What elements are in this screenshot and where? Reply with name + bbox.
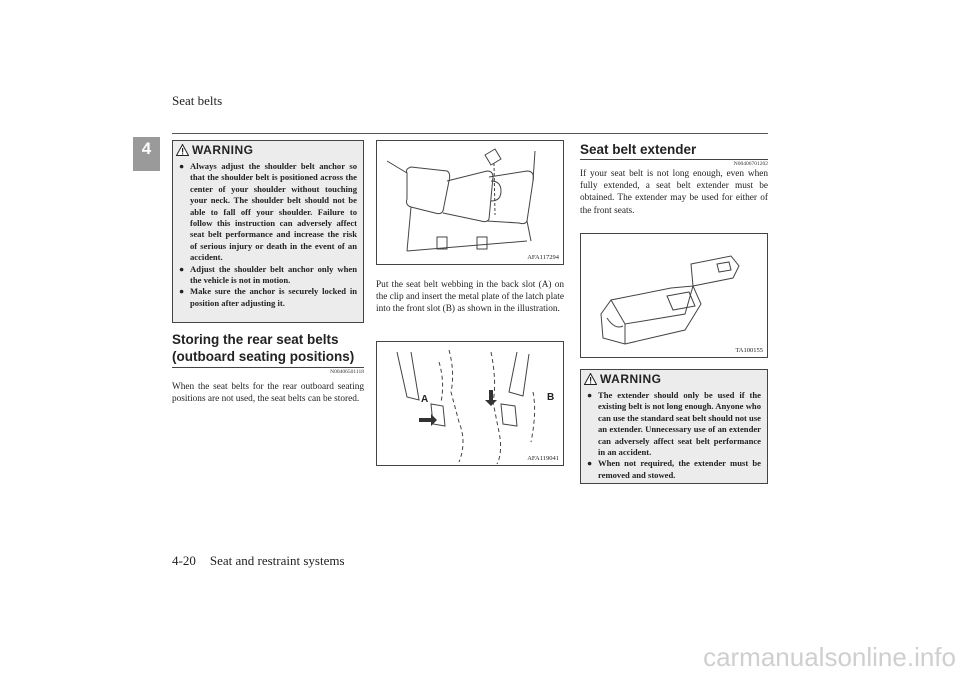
section-code: N00406701202 bbox=[733, 161, 768, 167]
watermark: carmanualsonline.info bbox=[703, 642, 956, 672]
latch-plate-illustration bbox=[377, 342, 563, 465]
bullet-icon: ● bbox=[587, 390, 593, 400]
section-rule bbox=[580, 159, 768, 160]
section-body-extender: If your seat belt is not long enough, even when fully extended, a seat belt extender must be obtained. The extender may be used for either of the front seats. bbox=[580, 169, 768, 216]
label-b: B bbox=[547, 392, 555, 403]
section-body-storing: When the seat belts for the rear outboard seating positions are not used, the seat belts can be stored. bbox=[172, 382, 364, 405]
section-rule bbox=[172, 367, 364, 368]
warning-triangle-icon bbox=[584, 373, 597, 385]
bullet-icon: ● bbox=[179, 286, 185, 297]
warning-item: ● When not required, the extender must be removed and stowed. bbox=[587, 458, 761, 480]
page-header-title: Seat belts bbox=[172, 93, 223, 108]
bullet-icon: ● bbox=[179, 263, 185, 274]
warning-label: WARNING bbox=[584, 372, 767, 386]
page-footer bbox=[172, 553, 345, 569]
warning-item: ● Always adjust the shoulder belt anchor so that the shoulder belt is positioned across the center of your shoulder without touching your neck. The shoulder belt should not be able to fall off your shoulder. Failure to follow this instruction can adversely affect seat belt performance and increase the risk of serious injury or death in the event of an accident. bbox=[179, 161, 357, 263]
footer-section: Seat and restraint systems bbox=[209, 553, 345, 568]
figure-code: TA100155 bbox=[735, 347, 763, 354]
header-rule bbox=[172, 133, 768, 134]
figure-code: AFA117294 bbox=[527, 254, 559, 261]
warning-box-extender bbox=[580, 369, 768, 484]
bullet-icon: ● bbox=[587, 458, 593, 469]
warning-item: ● The extender should only be used if the existing belt is not long enough. Anyone who can use the standard seat belt should not use an extender. Unnecessary use of an extender can adversely affect seat belt performance in an accident. bbox=[587, 390, 761, 458]
label-a: A bbox=[421, 394, 429, 405]
rear-seat-illustration bbox=[377, 141, 563, 264]
warning-triangle-icon bbox=[176, 144, 189, 156]
figure-latch-plate-clip bbox=[376, 341, 564, 466]
chapter-tab-number: 4 bbox=[141, 139, 152, 158]
section-title-storing: Storing the rear seat belts (outboard seating positions) bbox=[172, 332, 355, 364]
section-code: N00406501118 bbox=[330, 369, 364, 375]
figure-code: AFA119041 bbox=[527, 455, 559, 462]
warning-item: ● Make sure the anchor is securely locked in position after adjusting it. bbox=[179, 286, 357, 308]
figure-rear-seat-belt-stored bbox=[376, 140, 564, 265]
latch-instruction-text: Put the seat belt webbing in the back slot (A) on the clip and insert the metal plate of the latch plate into the front slot (B) as shown in the illustration. bbox=[376, 280, 564, 315]
warning-box-shoulder-anchor bbox=[172, 140, 364, 323]
warning-list bbox=[587, 390, 761, 481]
warning-item: ● Adjust the shoulder belt anchor only when the vehicle is not in motion. bbox=[179, 263, 357, 286]
bullet-icon: ● bbox=[179, 161, 185, 171]
figure-seat-belt-extender bbox=[580, 233, 768, 358]
section-title-extender: Seat belt extender bbox=[580, 142, 697, 157]
extender-illustration bbox=[581, 234, 767, 357]
warning-label: WARNING bbox=[176, 143, 363, 157]
warning-list bbox=[179, 161, 357, 309]
page-number: 4-20 bbox=[172, 553, 196, 568]
